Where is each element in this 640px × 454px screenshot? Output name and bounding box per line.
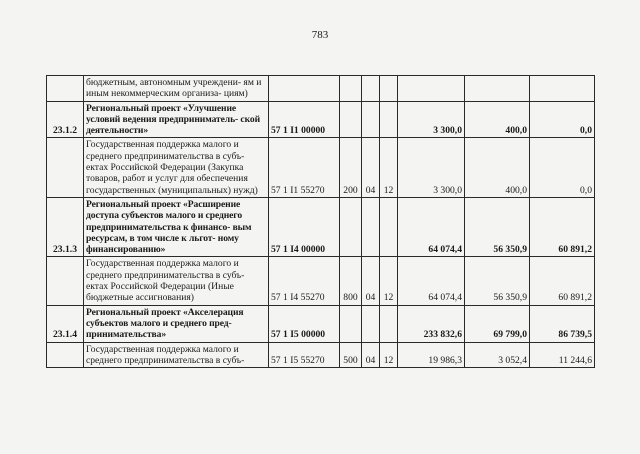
expense-type — [340, 197, 362, 256]
row-name: Государственная поддержка малого и среднего предпринимательства в субъ- — [84, 342, 269, 368]
amount-year-2: 400,0 — [465, 138, 530, 197]
amount-year-1: 233 832,6 — [398, 305, 465, 342]
target-article-code: 57 1 I4 00000 — [269, 197, 340, 256]
amount-year-1: 3 300,0 — [398, 101, 465, 138]
row-name: бюджетным, автономным учреждени- ям и иным некоммерческим организа- циям) — [84, 76, 269, 102]
table-row — [47, 305, 595, 342]
table-row — [47, 101, 595, 138]
amount-year-1: 64 074,4 — [398, 257, 465, 305]
row-number — [47, 76, 84, 102]
subsection: 12 — [380, 342, 398, 368]
amount-year-1: 19 986,3 — [398, 342, 465, 368]
subsection — [380, 197, 398, 256]
row-name: Государственная поддержка малого и среднего предпринимательства в субъ- ектах Российской Федерации (Иные бюджетные ассигнования) — [84, 257, 269, 305]
amount-year-2: 56 350,9 — [465, 257, 530, 305]
amount-year-3: 60 891,2 — [530, 197, 595, 256]
expense-type: 800 — [340, 257, 362, 305]
amount-year-2: 400,0 — [465, 101, 530, 138]
row-name: Региональный проект «Улучшение условий ведения предприниматель- ской деятельности» — [84, 101, 269, 138]
amount-year-3: 86 739,5 — [530, 305, 595, 342]
table-row — [47, 197, 595, 256]
row-name: Государственная поддержка малого и среднего предпринимательства в субъ- ектах Российской Федерации (Закупка товаров, работ и услуг для обеспечения государственных (муниципальных) нужд) — [84, 138, 269, 197]
table-row — [47, 257, 595, 305]
amount-year-1: 64 074,4 — [398, 197, 465, 256]
amount-year-3: 0,0 — [530, 101, 595, 138]
target-article-code: 57 1 I1 55270 — [269, 138, 340, 197]
expense-type — [340, 305, 362, 342]
subsection — [380, 305, 398, 342]
expense-type: 200 — [340, 138, 362, 197]
expense-type — [340, 76, 362, 102]
row-number — [47, 138, 84, 197]
amount-year-1 — [398, 76, 465, 102]
table-row — [47, 138, 595, 197]
target-article-code: 57 1 I4 55270 — [269, 257, 340, 305]
budget-table-body — [47, 76, 595, 368]
row-number — [47, 257, 84, 305]
target-article-code: 57 1 I1 00000 — [269, 101, 340, 138]
subsection — [380, 101, 398, 138]
amount-year-3: 11 244,6 — [530, 342, 595, 368]
amount-year-2 — [465, 76, 530, 102]
table-row — [47, 342, 595, 368]
expense-type — [340, 101, 362, 138]
expense-type: 500 — [340, 342, 362, 368]
page-number: 783 — [311, 29, 329, 41]
row-number: 23.1.4 — [47, 305, 84, 342]
table-row — [47, 76, 595, 102]
amount-year-3: 0,0 — [530, 138, 595, 197]
budget-table — [46, 75, 595, 368]
section — [362, 305, 380, 342]
subsection — [380, 76, 398, 102]
amount-year-3: 60 891,2 — [530, 257, 595, 305]
subsection: 12 — [380, 138, 398, 197]
amount-year-1: 3 300,0 — [398, 138, 465, 197]
section: 04 — [362, 138, 380, 197]
row-number — [47, 342, 84, 368]
row-number: 23.1.2 — [47, 101, 84, 138]
amount-year-3 — [530, 76, 595, 102]
section — [362, 76, 380, 102]
section — [362, 197, 380, 256]
target-article-code: 57 1 I5 55270 — [269, 342, 340, 368]
section: 04 — [362, 342, 380, 368]
amount-year-2: 3 052,4 — [465, 342, 530, 368]
target-article-code — [269, 76, 340, 102]
section: 04 — [362, 257, 380, 305]
subsection: 12 — [380, 257, 398, 305]
amount-year-2: 56 350,9 — [465, 197, 530, 256]
row-name: Региональный проект «Расширение доступа субъектов малого и среднего предпринимательства к финансо- вым ресурсам, в том числе к льгот- ному финансированию» — [84, 197, 269, 256]
row-number: 23.1.3 — [47, 197, 84, 256]
target-article-code: 57 1 I5 00000 — [269, 305, 340, 342]
section — [362, 101, 380, 138]
row-name: Региональный проект «Акселерация субъектов малого и среднего пред- принимательства» — [84, 305, 269, 342]
amount-year-2: 69 799,0 — [465, 305, 530, 342]
